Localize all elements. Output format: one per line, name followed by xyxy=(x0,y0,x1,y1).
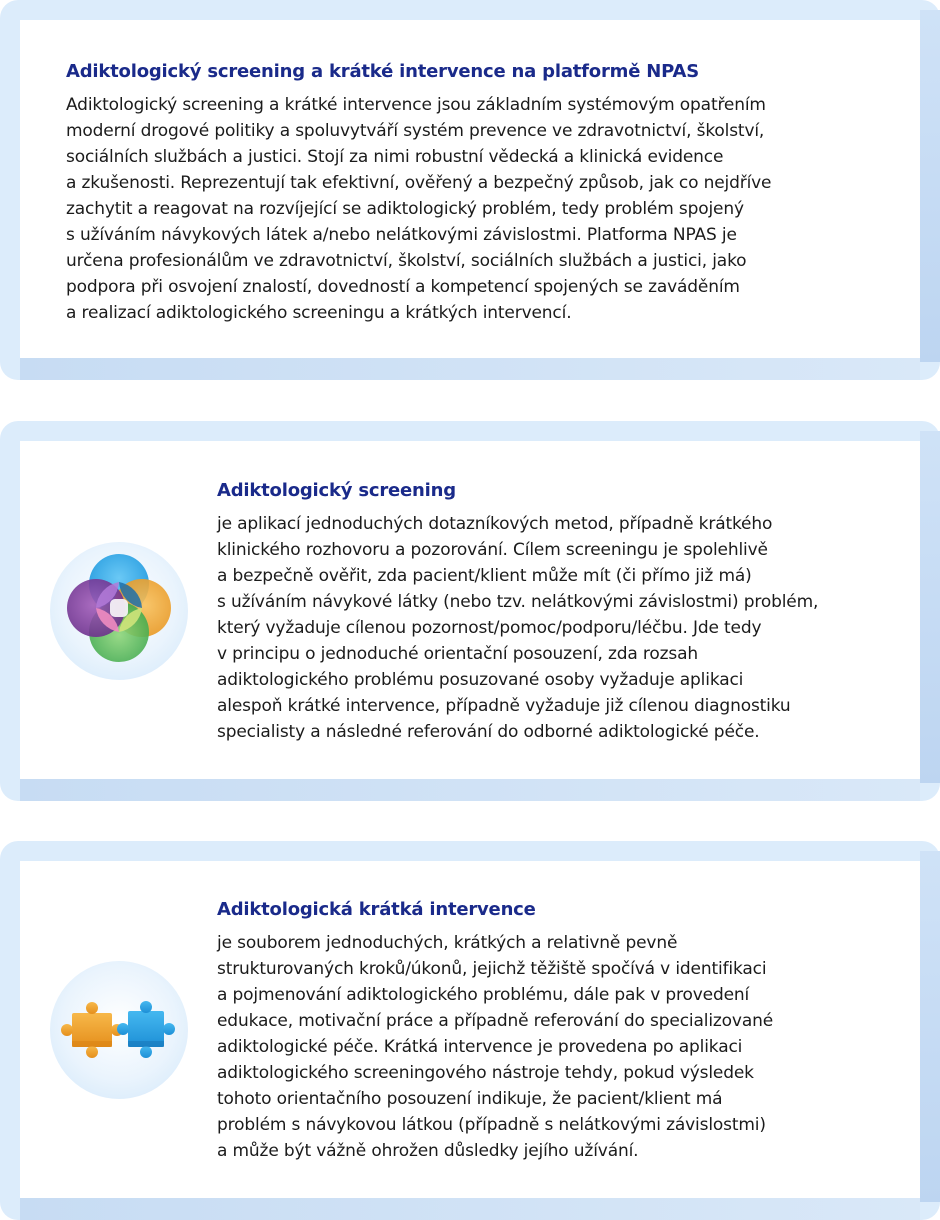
text-line: podpora při osvojení znalostí, dovedností a kompetencí spojených se zaváděním xyxy=(66,277,740,297)
puzzle-pieces-icon xyxy=(50,961,188,1099)
card-shadow xyxy=(20,358,920,380)
card-intervention xyxy=(0,841,940,1220)
text-line: a může být vážně ohrožen důsledky jejího užívání. xyxy=(217,1141,639,1161)
section-title: Adiktologická krátká intervence xyxy=(217,899,536,920)
section-title: Adiktologický screening xyxy=(217,480,456,501)
text-line: sociálních službách a justici. Stojí za nimi robustní vědecká a klinická evidence xyxy=(66,147,724,167)
text-line: zachytit a reagovat na rozvíjející se adiktologický problém, tedy problém spojený xyxy=(66,199,744,219)
text-line: s užíváním návykových látek a/nebo nelátkovými závislostmi. Platforma NPAS je xyxy=(66,225,737,245)
card-edge xyxy=(920,851,940,1202)
text-line: problém s návykovou látkou (případně s nelátkovými závislostmi) xyxy=(217,1115,766,1135)
overlapping-circles-icon xyxy=(50,542,188,680)
section-text xyxy=(217,511,818,745)
text-line: je souborem jednoduchých, krátkých a relativně pevně xyxy=(217,933,678,953)
card-screening xyxy=(0,421,940,801)
text-line: strukturovaných kroků/úkonů, jejichž těžiště spočívá v identifikaci xyxy=(217,959,767,979)
card-shadow xyxy=(20,1198,920,1220)
text-line: adiktologického screeningového nástroje tehdy, pokud výsledek xyxy=(217,1063,754,1083)
text-line: a pojmenování adiktologického problému, dále pak v provedení xyxy=(217,985,750,1005)
text-line: adiktologického problému posuzované osoby vyžaduje aplikaci xyxy=(217,670,744,690)
text-line: tohoto orientačního posouzení indikuje, že pacient/klient má xyxy=(217,1089,723,1109)
card-edge xyxy=(920,10,940,362)
card-edge xyxy=(920,431,940,783)
text-line: s užíváním návykové látky (nebo tzv. nelátkovými závislostmi) problém, xyxy=(217,592,819,612)
text-line: alespoň krátké intervence, případně vyžaduje již cílenou diagnostiku xyxy=(217,696,791,716)
text-line: a bezpečně ověřit, zda pacient/klient může mít (či přímo již má) xyxy=(217,566,752,586)
text-line: moderní drogové politiky a spoluvytváří systém prevence ve zdravotnictví, školství, xyxy=(66,121,765,141)
text-line: a realizací adiktologického screeningu a krátkých intervencí. xyxy=(66,303,572,323)
text-line: je aplikací jednoduchých dotazníkových metod, případně krátkého xyxy=(217,514,773,534)
puzzle-blue-piece xyxy=(117,1001,175,1058)
text-line: specialisty a následné referování do odborné adiktologické péče. xyxy=(217,722,760,742)
section-title: Adiktologický screening a krátké intervence na platformě NPAS xyxy=(66,61,699,82)
text-line: klinického rozhovoru a pozorování. Cílem screeningu je spolehlivě xyxy=(217,540,768,560)
overlapping-circles-graphic xyxy=(50,542,188,680)
section-text xyxy=(66,92,771,326)
card-shadow xyxy=(20,779,920,801)
text-line: edukace, motivační práce a případně referování do specializované xyxy=(217,1011,774,1031)
text-line: v principu o jednoduché orientační posouzení, zda rozsah xyxy=(217,644,698,664)
text-line: určena profesionálům ve zdravotnictví, školství, sociálních službách a justici, jako xyxy=(66,251,747,271)
section-text xyxy=(217,930,773,1164)
puzzle-pieces-graphic xyxy=(50,961,188,1099)
puzzle-orange-piece xyxy=(61,1002,123,1058)
text-line: adiktologické péče. Krátká intervence je provedena po aplikaci xyxy=(217,1037,743,1057)
text-line: a zkušenosti. Reprezentují tak efektivní, ověřený a bezpečný způsob, jak co nejdříve xyxy=(66,173,772,193)
text-line: který vyžaduje cílenou pozornost/pomoc/podporu/léčbu. Jde tedy xyxy=(217,618,762,638)
text-line: Adiktologický screening a krátké intervence jsou základním systémovým opatřením xyxy=(66,95,766,115)
card-intro xyxy=(0,0,940,380)
